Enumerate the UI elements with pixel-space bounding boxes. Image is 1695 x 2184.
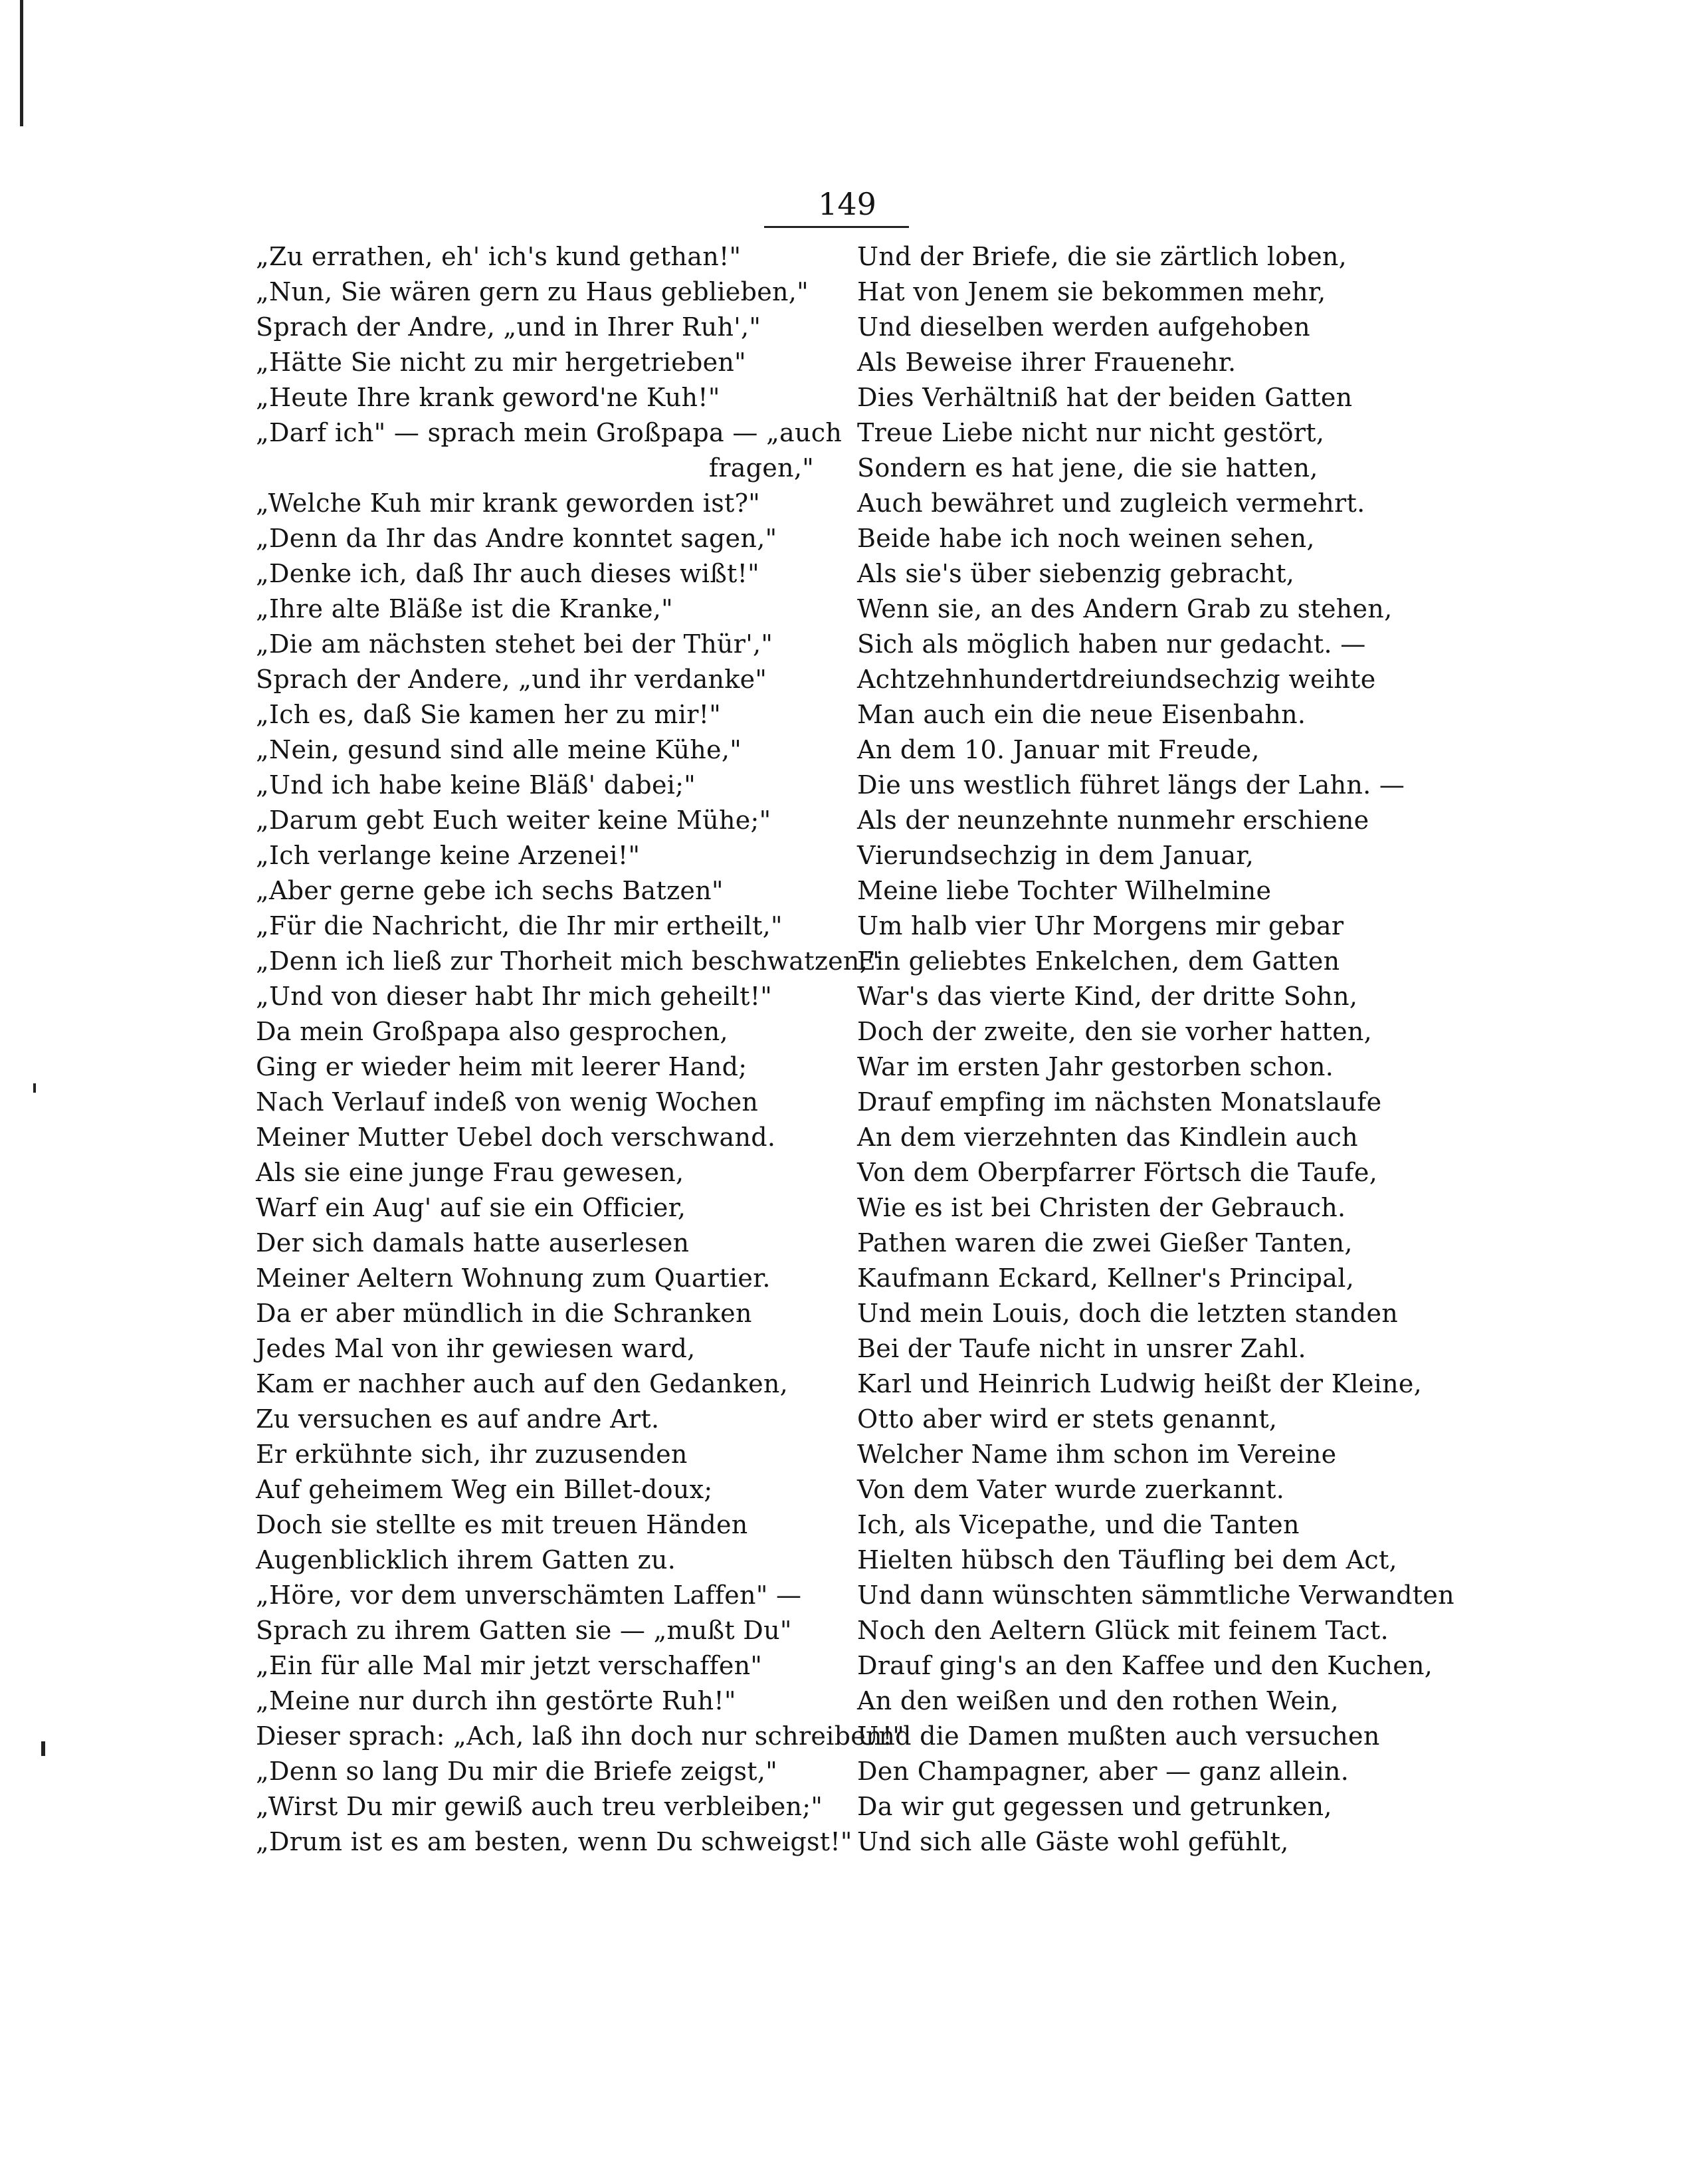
verse-line: Und mein Louis, doch die letzten standen [857,1299,1399,1328]
verse-line: Von dem Oberpfarrer Förtsch die Taufe, [857,1158,1378,1187]
verse-line: Auf geheimem Weg ein Billet-doux; [256,1475,713,1504]
verse-line: Sprach der Andre, „und in Ihrer Ruh'," [256,312,761,342]
verse-line: „Hätte Sie nicht zu mir hergetrieben" [256,348,746,377]
page-number: 149 [818,186,876,222]
header-rule [764,226,909,228]
verse-line: „Darum gebt Euch weiter keine Mühe;" [256,806,771,835]
verse-line: Der sich damals hatte auserlesen [256,1228,690,1257]
verse-line: „Höre, vor dem unverschämten Laffen" — [256,1581,802,1610]
verse-line: Noch den Aeltern Glück mit feinem Tact. [857,1616,1389,1645]
verse-line: An den weißen und den rothen Wein, [857,1686,1339,1715]
verse-line: Kam er nachher auch auf den Gedanken, [256,1369,789,1398]
verse-line: Von dem Vater wurde zuerkannt. [857,1475,1285,1504]
verse-line: An dem vierzehnten das Kindlein auch [857,1123,1358,1152]
verse-line: Man auch ein die neue Eisenbahn. [857,700,1306,729]
verse-line: „Denke ich, daß Ihr auch dieses wißt!" [256,559,759,588]
verse-line: Beide habe ich noch weinen sehen, [857,524,1315,553]
verse-line: Und sich alle Gäste wohl gefühlt, [857,1827,1289,1856]
right-text-column [857,239,1454,1860]
verse-line: Sprach zu ihrem Gatten sie — „mußt Du" [256,1616,792,1645]
verse-line: Wie es ist bei Christen der Gebrauch. [857,1193,1346,1222]
verse-line: Sich als möglich haben nur gedacht. — [857,629,1366,659]
binding-edge-mark [41,1741,45,1756]
verse-line: Um halb vier Uhr Morgens mir gebar [857,911,1344,940]
left-text-column [256,239,905,1860]
verse-line: „Drum ist es am besten, wenn Du schweigst!" [256,1827,852,1856]
verse-line: Dies Verhältniß hat der beiden Gatten [857,383,1353,412]
verse-line: Treue Liebe nicht nur nicht gestört, [857,418,1325,447]
verse-line: Und dann wünschten sämmtliche Verwandten [857,1581,1454,1610]
verse-line: Auch bewähret und zugleich vermehrt. [857,489,1365,518]
verse-line: Sondern es hat jene, die sie hatten, [857,453,1318,483]
verse-line: Er erkühnte sich, ihr zuzusenden [256,1440,688,1469]
verse-line: Und dieselben werden aufgehoben [857,312,1310,342]
verse-line: „Darf ich" — sprach mein Großpapa — „auch [256,418,843,447]
verse-line: „Ein für alle Mal mir jetzt verschaffen" [256,1651,763,1680]
verse-line: Meiner Aeltern Wohnung zum Quartier. [256,1263,771,1293]
verse-line: Und die Damen mußten auch versuchen [857,1721,1380,1751]
verse-line: Als der neunzehnte nunmehr erschiene [857,806,1369,835]
verse-line: „Heute Ihre krank geword'ne Kuh!" [256,383,720,412]
verse-line: Pathen waren die zwei Gießer Tanten, [857,1228,1353,1257]
verse-line: „Zu errathen, eh' ich's kund gethan!" [256,242,742,271]
verse-line: Da mein Großpapa also gesprochen, [256,1017,728,1046]
verse-line: Hat von Jenem sie bekommen mehr, [857,277,1326,306]
verse-line: War's das vierte Kind, der dritte Sohn, [857,982,1358,1011]
verse-line: „Nein, gesund sind alle meine Kühe," [256,735,742,764]
verse-line: „Ich es, daß Sie kamen her zu mir!" [256,700,722,729]
verse-line: fragen," [708,453,814,483]
verse-line: Sprach der Andere, „und ihr verdanke" [256,665,767,694]
verse-line: Otto aber wird er stets genannt, [857,1404,1278,1434]
verse-line: Vierundsechzig in dem Januar, [857,841,1254,870]
verse-line: Drauf empfing im nächsten Monatslaufe [857,1087,1382,1117]
verse-line: War im ersten Jahr gestorben schon. [857,1052,1334,1081]
verse-line: Drauf ging's an den Kaffee und den Kuchen, [857,1651,1433,1680]
verse-line: „Für die Nachricht, die Ihr mir ertheilt," [256,911,783,940]
verse-line: Doch der zweite, den sie vorher hatten, [857,1017,1373,1046]
verse-line: Als sie's über siebenzig gebracht, [857,559,1295,588]
verse-line: „Und ich habe keine Bläß' dabei;" [256,770,696,800]
verse-line: „Denn ich ließ zur Thorheit mich beschwatzen," [256,946,880,976]
verse-line: „Ich verlange keine Arzenei!" [256,841,641,870]
verse-line: Da er aber mündlich in die Schranken [256,1299,752,1328]
verse-line: Den Champagner, aber — ganz allein. [857,1757,1349,1786]
verse-line: Als Beweise ihrer Frauenehr. [857,348,1237,377]
verse-line: Hielten hübsch den Täufling bei dem Act, [857,1545,1397,1575]
verse-line: Die uns westlich führet längs der Lahn. — [857,770,1405,800]
verse-line: „Denn so lang Du mir die Briefe zeigst," [256,1757,777,1786]
verse-line: Warf ein Aug' auf sie ein Officier, [256,1193,686,1222]
verse-line: Welcher Name ihm schon im Vereine [857,1440,1337,1469]
verse-line: Ich, als Vicepathe, und die Tanten [857,1510,1300,1539]
verse-line: „Die am nächsten stehet bei der Thür'," [256,629,773,659]
verse-line: An dem 10. Januar mit Freude, [857,735,1260,764]
binding-edge-mark [20,0,23,126]
verse-line: Doch sie stellte es mit treuen Händen [256,1510,748,1539]
verse-line: Dieser sprach: „Ach, laß ihn doch nur schreiben!" [256,1721,905,1751]
verse-line: Als sie eine junge Frau gewesen, [256,1158,684,1187]
verse-line: „Nun, Sie wären gern zu Haus geblieben," [256,277,809,306]
verse-line: Bei der Taufe nicht in unsrer Zahl. [857,1334,1306,1363]
verse-line: Kaufmann Eckard, Kellner's Principal, [857,1263,1355,1293]
verse-line: „Und von dieser habt Ihr mich geheilt!" [256,982,773,1011]
verse-line: Ein geliebtes Enkelchen, dem Gatten [857,946,1340,976]
verse-line: Wenn sie, an des Andern Grab zu stehen, [857,594,1393,623]
verse-line: Da wir gut gegessen und getrunken, [857,1792,1332,1821]
verse-line: „Ihre alte Bläße ist die Kranke," [256,594,673,623]
verse-line: Nach Verlauf indeß von wenig Wochen [256,1087,759,1117]
verse-line: Jedes Mal von ihr gewiesen ward, [256,1334,696,1363]
verse-line: Zu versuchen es auf andre Art. [256,1404,660,1434]
verse-line: Augenblicklich ihrem Gatten zu. [256,1545,676,1575]
verse-line: „Meine nur durch ihn gestörte Ruh!" [256,1686,736,1715]
verse-line: Meiner Mutter Uebel doch verschwand. [256,1123,776,1152]
verse-line: Und der Briefe, die sie zärtlich loben, [857,242,1347,271]
binding-edge-mark [33,1083,36,1093]
verse-line: „Wirst Du mir gewiß auch treu verbleiben;" [256,1792,823,1821]
verse-line: „Aber gerne gebe ich sechs Batzen" [256,876,724,905]
verse-line: Ging er wieder heim mit leerer Hand; [256,1052,748,1081]
verse-line: Meine liebe Tochter Wilhelmine [857,876,1272,905]
verse-line: Achtzehnhundertdreiundsechzig weihte [857,665,1376,694]
verse-line: „Welche Kuh mir krank geworden ist?" [256,489,761,518]
verse-line: „Denn da Ihr das Andre konntet sagen," [256,524,777,553]
verse-line: Karl und Heinrich Ludwig heißt der Kleine, [857,1369,1423,1398]
